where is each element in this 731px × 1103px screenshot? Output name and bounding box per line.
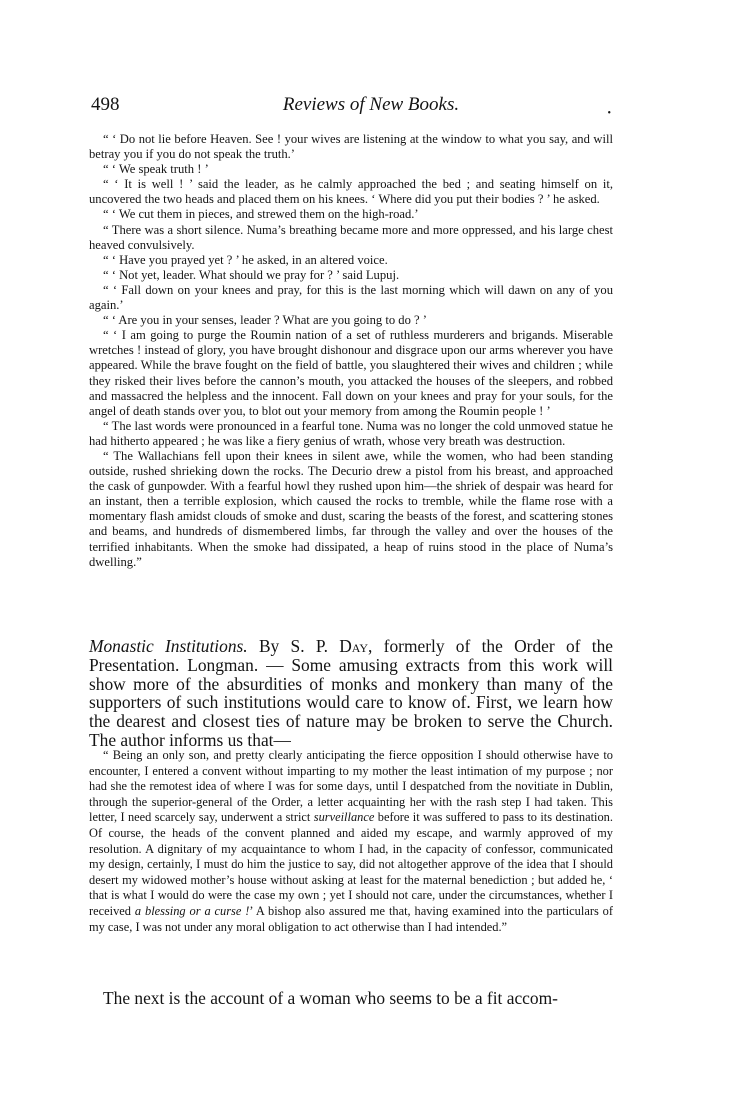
paragraph: “ There was a short silence. Numa’s breathing became more and more oppressed, and his large chest heaved convulsively. xyxy=(89,222,613,252)
paragraph: “ ‘ We cut them in pieces, and strewed them on the high-road.’ xyxy=(103,207,419,222)
paragraph: “ ‘ It is well ! ’ said the leader, as he calmly approached the bed ; and seating himself on it, uncovered the two heads and placed them on his knees. ‘ Where did you put their bodies ? ’ he asked. xyxy=(89,177,613,207)
paragraph: “ ‘ Do not lie before Heaven. See ! your wives are listening at the window to what you say, and will betray you if you do not speak the truth.’ xyxy=(89,132,613,162)
paragraph xyxy=(89,748,613,935)
closing-text: The next is the account of a woman who seems to be a fit accom- xyxy=(103,988,558,1008)
paragraph: “ ‘ I am going to purge the Roumin nation of a set of ruthless murderers and brigands. Miserable wretches ! instead of glory, you have brought dishonour and disgrace upon our arms wherever you have appeared. While the brave fought on the field of battle, you slaughtered their wives and children ; while they risked their lives before the cannon’s mouth, you attacked the houses of the sleepers, and robbed and massacred the helpless and the innocent. Fall down on your knees and pray for your souls, for the angel of death stands over you, to blot out your memory from among the Roumin people ! ’ xyxy=(89,328,613,418)
paragraph: “ The Wallachians fell upon their knees in silent awe, while the women, who had been standing outside, rushed shrieking down the rocks. The Decurio drew a pistol from his breast, and approached the cask of gunpowder. With a fearful howl they rushed upon him—the shriek of despair was heard for an instant, then a terrible explosion, which caused the rocks to tremble, while the flame rose with a momentary flash amidst clouds of smoke and dust, scaring the beasts of the forest, and scattering stones and beams, and hundreds of dismembered limbs, far through the valley and over the houses of the terrified inhabitants. When the smoke had dissipated, a heap of ruins stood in the place of Numa’s dwelling.” xyxy=(89,448,613,569)
italic-text: a blessing or a curse ! xyxy=(134,903,250,918)
page-number: 498 xyxy=(91,94,120,115)
quoted-passage xyxy=(89,132,613,570)
running-head: Reviews of New Books. xyxy=(282,94,460,115)
paragraph: “ ‘ Not yet, leader. What should we pray for ? ’ said Lupuj. xyxy=(103,267,400,282)
italic-text: surveillance xyxy=(313,810,375,825)
review-intro xyxy=(89,637,613,750)
print-mark: • xyxy=(607,108,611,119)
paragraph: “ ‘ Have you prayed yet ? ’ he asked, in an altered voice. xyxy=(103,252,388,267)
author-name: Day, xyxy=(339,636,373,656)
author-prefix: By S. P. xyxy=(258,636,328,656)
paragraph: “ ‘ Are you in your senses, leader ? What are you going to do ? ’ xyxy=(103,313,427,328)
closing-paragraph xyxy=(89,989,613,1008)
quote-text: before it was suffered to pass to its destination. Of course, the heads of the convent planned and aided my escape, and warmly approved of my resolution. A dignitary of my acquaintance to whom I had, in the capacity of confessor, communicated my design, certainly, I must do him the justice to say, did not altogether approve of the idea that I should desert my widowed mother’s house without asking at least for the maternal benediction ; but added he, ‘ that is what I would do were the case my own ; yet I should not care, under the circumstances, whether I received xyxy=(89,810,613,918)
review-section xyxy=(89,637,613,750)
paragraph: “ The last words were pronounced in a fearful tone. Numa was no longer the cold unmoved statue he had hitherto appeared ; he was like a fiery genius of wrath, whose very breath was destruction. xyxy=(89,418,613,448)
paragraph: “ ‘ Fall down on your knees and pray, for this is the last morning which will dawn on any of you again.’ xyxy=(89,282,613,313)
book-title: Monastic Institutions. xyxy=(89,636,248,656)
quote-text: ’ A bishop also assured me that, having examined into the particulars of my case, I was not under any moral obligation to act otherwise than I had intended.” xyxy=(89,903,613,934)
quote-text: “ Being an only son, and pretty clearly anticipating the fierce opposition I should otherwise have to encounter, I entered a convent without imparting to my mother the least intimation of my purpose ; nor had she the remotest idea of where I was for some days, until I despatched from the novitiate in Dublin, through the superior-general of the Order, a letter acquainting her with the rash step I had taken. This letter, I need scarcely say, underwent a strict xyxy=(89,748,613,825)
review-text: formerly of the Order of the Presentation. Longman. — Some amusing extracts from this work will show more of the absurdities of monks and monkery than many of the supporters of such institutions would care to know of. First, we learn how the dearest and closest ties of nature may be broken to serve the Church. The author informs us that— xyxy=(89,636,613,750)
page-header xyxy=(91,94,651,118)
quoted-passage-2 xyxy=(89,748,613,935)
paragraph: “ ‘ We speak truth ! ’ xyxy=(103,162,209,177)
